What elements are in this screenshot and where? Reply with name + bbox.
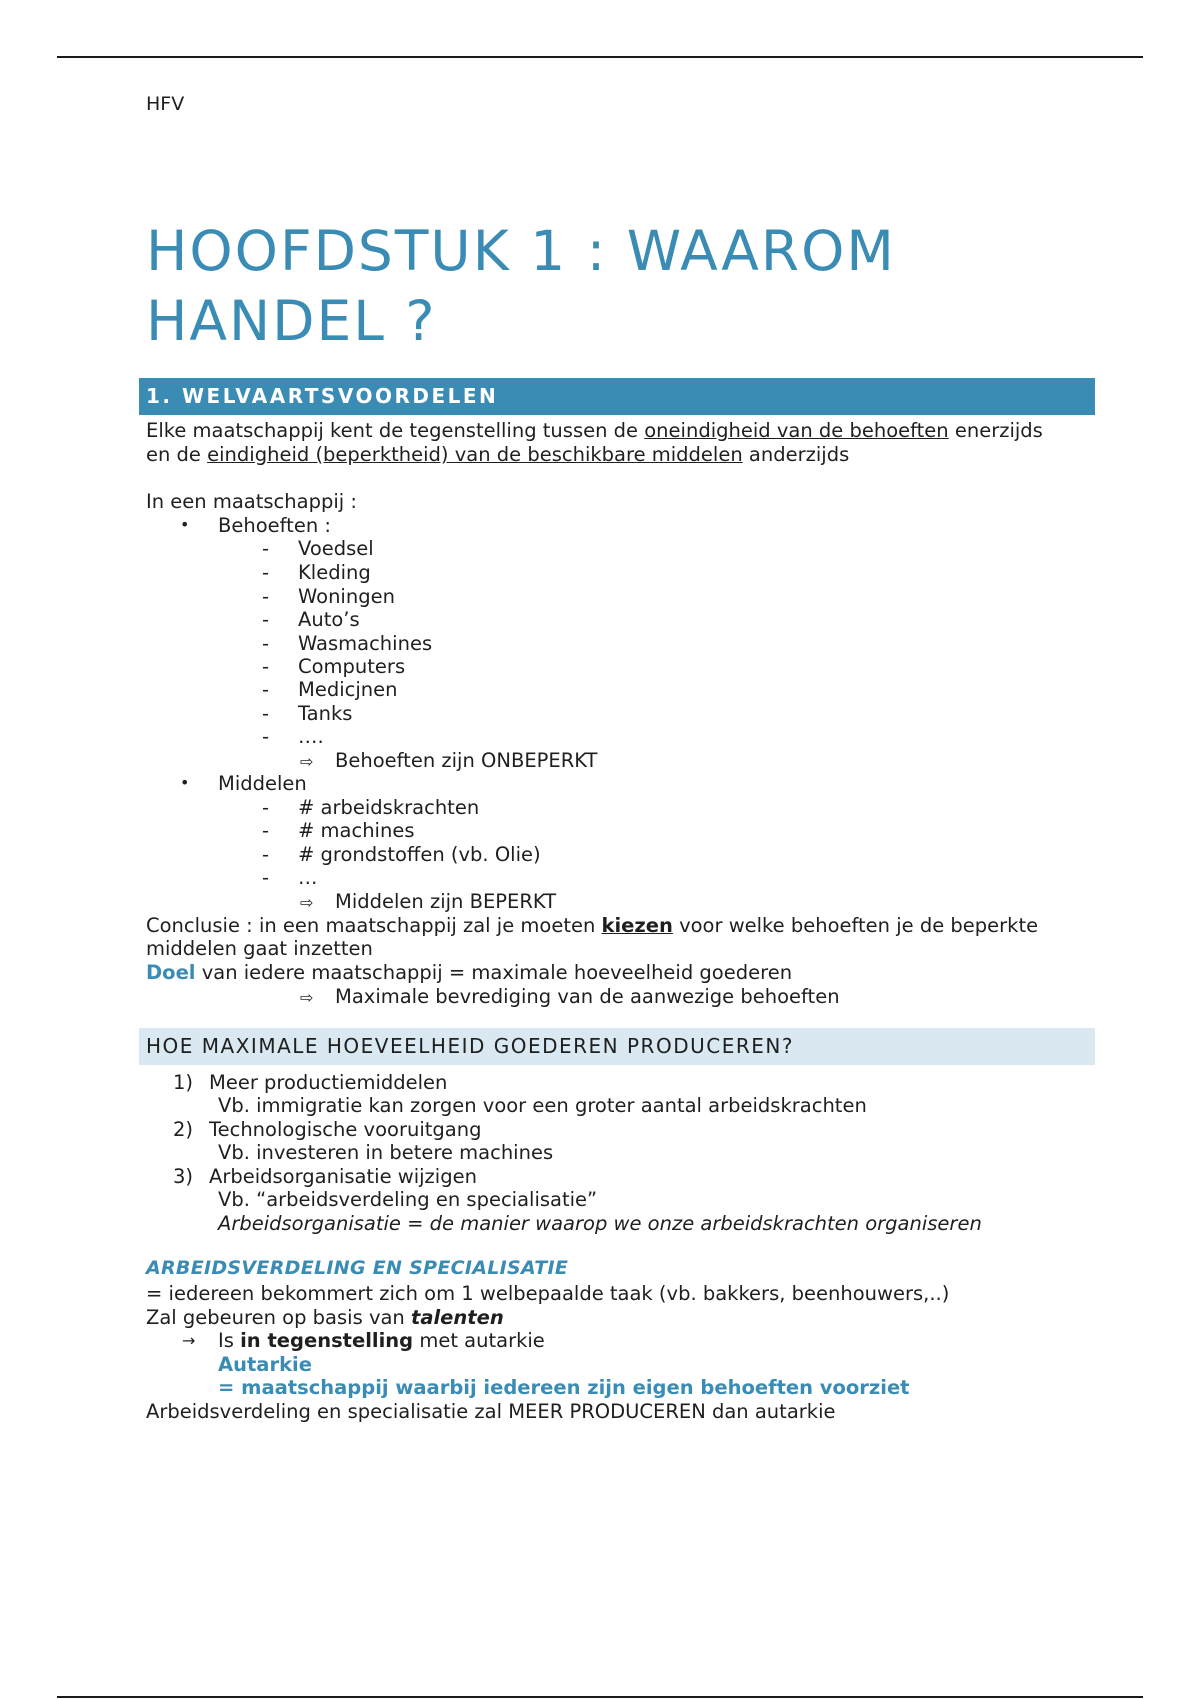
- list-number: 2): [173, 1118, 194, 1141]
- production-item-definition: Arbeidsorganisatie = de manier waarop we onze arbeidskrachten organiseren: [218, 1212, 982, 1235]
- needs-item: Medicjnen: [298, 678, 398, 701]
- list-dash: -: [262, 796, 270, 819]
- list-dash: -: [262, 725, 270, 748]
- needs-item: Voedsel: [298, 537, 374, 560]
- needs-item: Kleding: [298, 561, 371, 584]
- implies-arrow-icon: ⇨: [300, 893, 314, 912]
- needs-item: Woningen: [298, 585, 395, 608]
- intro-line-2: en de eindigheid (beperktheid) van de beschikbare middelen anderzijds: [146, 443, 850, 466]
- list-dash: -: [262, 608, 270, 631]
- needs-item: ….: [298, 725, 324, 748]
- section-heading-welvaartsvoordelen: 1. WELVAARTSVOORDELEN: [139, 378, 1095, 415]
- needs-item: Tanks: [298, 702, 353, 725]
- chapter-title-line-1: HOOFDSTUK 1 : WAAROM: [146, 219, 896, 283]
- needs-item: Computers: [298, 655, 406, 678]
- means-conclusion: Middelen zijn BEPERKT: [335, 890, 557, 913]
- autarky-term: Autarkie: [218, 1353, 312, 1376]
- means-item: # arbeidskrachten: [298, 796, 480, 819]
- document-header: HFV: [146, 93, 185, 115]
- list-dash: -: [262, 866, 270, 889]
- production-item-example: Vb. “arbeidsverdeling en specialisatie”: [218, 1188, 598, 1211]
- list-dash: -: [262, 843, 270, 866]
- means-item: …: [298, 866, 318, 889]
- list-number: 3): [173, 1165, 194, 1188]
- right-arrow-icon: →: [182, 1331, 196, 1350]
- list-dash: -: [262, 702, 270, 725]
- production-item-title: Technologische vooruitgang: [209, 1118, 482, 1141]
- means-label: Middelen: [218, 772, 307, 795]
- intro-line-1: Elke maatschappij kent de tegenstelling tussen de oneindigheid van de behoeften enerzijds: [146, 419, 1043, 442]
- list-dash: -: [262, 678, 270, 701]
- production-item-example: Vb. investeren in betere machines: [218, 1141, 554, 1164]
- autarky-definition: = maatschappij waarbij iedereen zijn eigen behoeften voorziet: [218, 1376, 910, 1399]
- production-item-title: Arbeidsorganisatie wijzigen: [209, 1165, 477, 1188]
- production-item-example: Vb. immigratie kan zorgen voor een groter aantal arbeidskrachten: [218, 1094, 867, 1117]
- specialisation-definition: = iedereen bekommert zich om 1 welbepaalde taak (vb. bakkers, beenhouwers,..): [146, 1282, 950, 1305]
- means-item: # machines: [298, 819, 415, 842]
- list-dash: -: [262, 537, 270, 560]
- list-dash: -: [262, 819, 270, 842]
- contrast-line: Is in tegenstelling met autarkie: [218, 1329, 545, 1352]
- bullet-needs: •: [180, 515, 190, 534]
- goal-line: Doel van iedere maatschappij = maximale hoeveelheid goederen: [146, 961, 793, 984]
- top-rule: [57, 56, 1143, 58]
- list-dash: -: [262, 655, 270, 678]
- implies-arrow-icon: ⇨: [300, 988, 314, 1007]
- needs-label: Behoeften :: [218, 514, 331, 537]
- goal-arrow-text: Maximale bevrediging van de aanwezige behoeften: [335, 985, 840, 1008]
- talent-line: Zal gebeuren op basis van talenten: [146, 1306, 504, 1329]
- chapter-title-line-2: HANDEL ?: [146, 289, 437, 353]
- needs-item: Wasmachines: [298, 632, 433, 655]
- needs-conclusion: Behoeften zijn ONBEPERKT: [335, 749, 598, 772]
- bottom-rule: [57, 1696, 1143, 1698]
- list-dash: -: [262, 632, 270, 655]
- subheading-arbeidsverdeling: ARBEIDSVERDELING EN SPECIALISATIE: [146, 1257, 569, 1279]
- list-dash: -: [262, 561, 270, 584]
- society-label: In een maatschappij :: [146, 490, 357, 513]
- list-number: 1): [173, 1071, 194, 1094]
- bullet-means: •: [180, 773, 190, 792]
- means-item: # grondstoffen (vb. Olie): [298, 843, 541, 866]
- chapter-title: [146, 216, 896, 356]
- conclusion-line-2: middelen gaat inzetten: [146, 937, 373, 960]
- section-heading-production: HOE MAXIMALE HOEVEELHEID GOEDEREN PRODUCEREN?: [139, 1028, 1095, 1065]
- conclusion-line-1: Conclusie : in een maatschappij zal je moeten kiezen voor welke behoeften je de beperkte: [146, 914, 1039, 937]
- needs-item: Auto’s: [298, 608, 360, 631]
- list-dash: -: [262, 585, 270, 608]
- implies-arrow-icon: ⇨: [300, 752, 314, 771]
- production-item-title: Meer productiemiddelen: [209, 1071, 448, 1094]
- final-statement: Arbeidsverdeling en specialisatie zal MEER PRODUCEREN dan autarkie: [146, 1400, 836, 1423]
